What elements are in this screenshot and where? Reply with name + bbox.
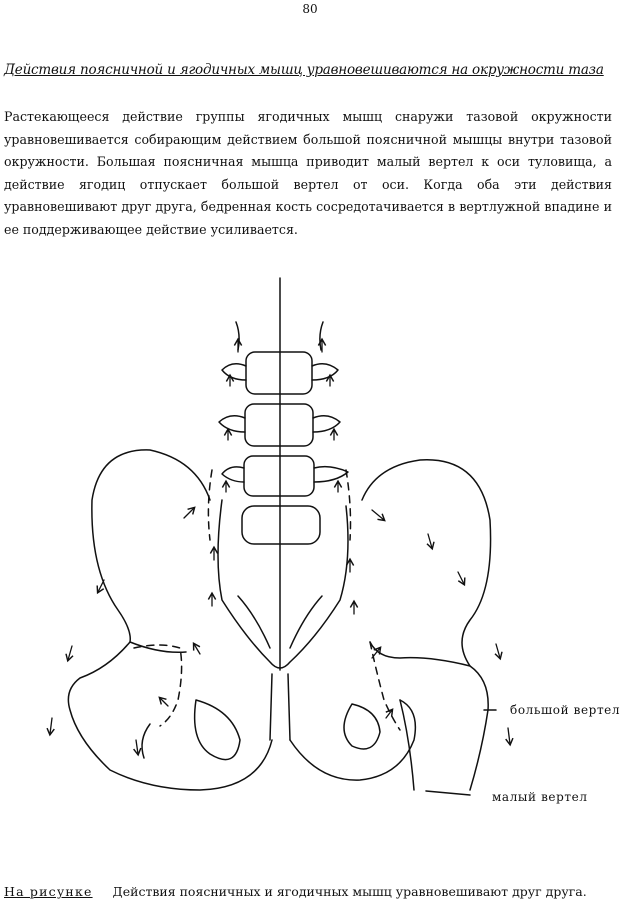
- caption-text: Действия поясничных и ягодичных мышц уравновешивают друг друга.: [112, 884, 587, 899]
- pelvis-drawing: [0, 270, 620, 830]
- lesser-trochanter-label: малый вертел: [492, 790, 588, 804]
- paragraph-text: Растекающееся действие группы ягодичных мышц снаружи тазовой окружности уравновешивается собирающим действием большой поясничной мышцы внутри тазовой окружности. Большая поясничная мышца приводит малый вертел к оси туловища, а действие ягодиц отпускает большой вертел от оси. Когда оба эти действия уравновешивают друг друга, бедренная кость сосредотачивается в вертлужной впадине и ее поддерживающее действие усиливается.: [4, 109, 612, 237]
- lumbar-vertebrae: [219, 322, 348, 544]
- figure-caption: [4, 884, 587, 899]
- caption-prefix: На рисунке: [4, 884, 93, 899]
- muscle-lines: [134, 470, 400, 730]
- left-ilium: [68, 450, 272, 790]
- body-paragraph: [4, 106, 612, 242]
- sacrum: [218, 500, 348, 740]
- greater-trochanter-label: большой вертел: [510, 703, 620, 717]
- page-number: 80: [302, 2, 318, 16]
- section-heading: Действия поясничной и ягодичных мышц уравновешиваются на окружности таза: [4, 62, 604, 78]
- pelvis-illustration: [0, 270, 620, 830]
